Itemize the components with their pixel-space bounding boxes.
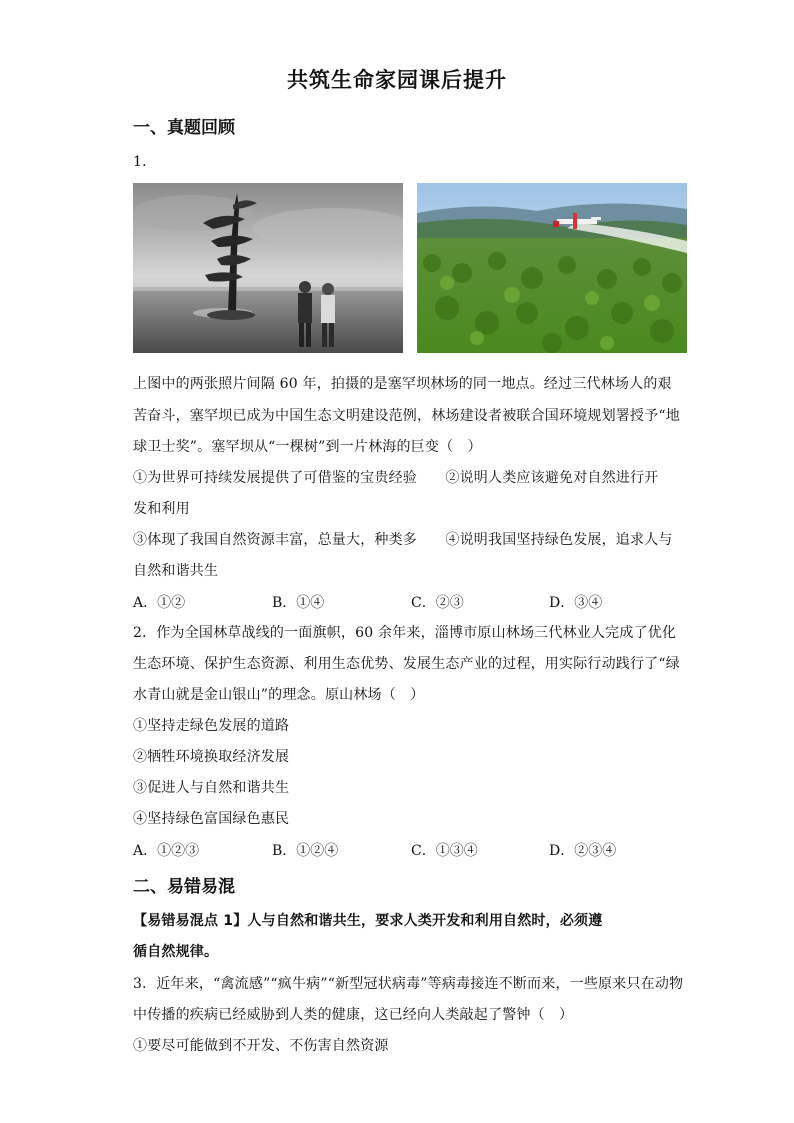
- question-1-option-d[interactable]: D．③④: [549, 595, 603, 611]
- question-2-option-c[interactable]: C．①③④: [411, 843, 478, 859]
- question-1-stem-line: 球卫士奖”。塞罕坝从“一棵树”到一片林海的巨变（ ）: [133, 439, 482, 455]
- question-2-option-b[interactable]: B．①②④: [272, 843, 339, 859]
- lone-tree-photo: [133, 183, 403, 353]
- question-2-option-d[interactable]: D．②③④: [549, 843, 617, 859]
- question-1-option-c[interactable]: C．②③: [411, 595, 464, 611]
- question-2-statement: ②牺牲环境换取经济发展: [133, 749, 290, 765]
- question-1-stem-line: 上图中的两张照片间隔 60 年，拍摄的是塞罕坝林场的同一地点。经过三代林场人的艰: [133, 376, 672, 392]
- key-point-line: 【易错易混点 1】人与自然和谐共生，要求人类开发和利用自然时，必须遵: [133, 913, 603, 929]
- question-1-number: 1．: [133, 154, 157, 170]
- page-title: 共筑生命家园课后提升: [287, 68, 507, 92]
- question-2-option-a[interactable]: A．①②③: [133, 843, 200, 859]
- forest-plane-photo: [417, 183, 687, 353]
- question-3-statement: ①要尽可能做到不开发、不伤害自然资源: [133, 1038, 389, 1054]
- question-1-statement-line: 自然和谐共生: [133, 563, 219, 579]
- question-1-stem-line: 苦奋斗，塞罕坝已成为中国生态文明建设范例，林场建设者被联合国环境规划署授予“地: [133, 408, 680, 424]
- question-2-statement: ③促进人与自然和谐共生: [133, 780, 290, 796]
- question-2-stem-line: 生态环境、保护生态资源、利用生态优势、发展生态产业的过程，用实际行动践行了“绿: [133, 656, 680, 672]
- section-heading-review: 一、真题回顾: [133, 118, 235, 138]
- question-3-stem-line: 中传播的疾病已经威胁到人类的健康，这已经向人类敲起了警钟（ ）: [133, 1007, 574, 1023]
- question-1-option-a[interactable]: A．①②: [133, 595, 186, 611]
- question-3-stem-line: 3．近年来，“禽流感”“疯牛病”“新型冠状病毒”等病毒接连不断而来，一些原来只在动物: [133, 976, 684, 992]
- question-1-option-b[interactable]: B．①④: [272, 595, 325, 611]
- question-2-stem-line: 2．作为全国林草战线的一面旗帜，60 余年来，淄博市原山林场三代林业人完成了优化: [133, 625, 677, 641]
- question-2-statement: ④坚持绿色富国绿色惠民: [133, 811, 290, 827]
- question-1-statement-line: ③体现了我国自然资源丰富，总量大，种类多 ④说明我国坚持绿色发展，追求人与: [133, 532, 673, 548]
- question-2-stem-line: 水青山就是金山银山”的理念。原山林场（ ）: [133, 687, 425, 703]
- key-point-line: 循自然规律。: [133, 944, 219, 960]
- question-1-statement-line: 发和利用: [133, 501, 190, 517]
- question-1-statement-line: ①为世界可持续发展提供了可借鉴的宝贵经验 ②说明人类应该避免对自然进行开: [133, 470, 659, 486]
- section-heading-mistakes: 二、易错易混: [133, 877, 235, 897]
- question-2-statement: ①坚持走绿色发展的道路: [133, 718, 290, 734]
